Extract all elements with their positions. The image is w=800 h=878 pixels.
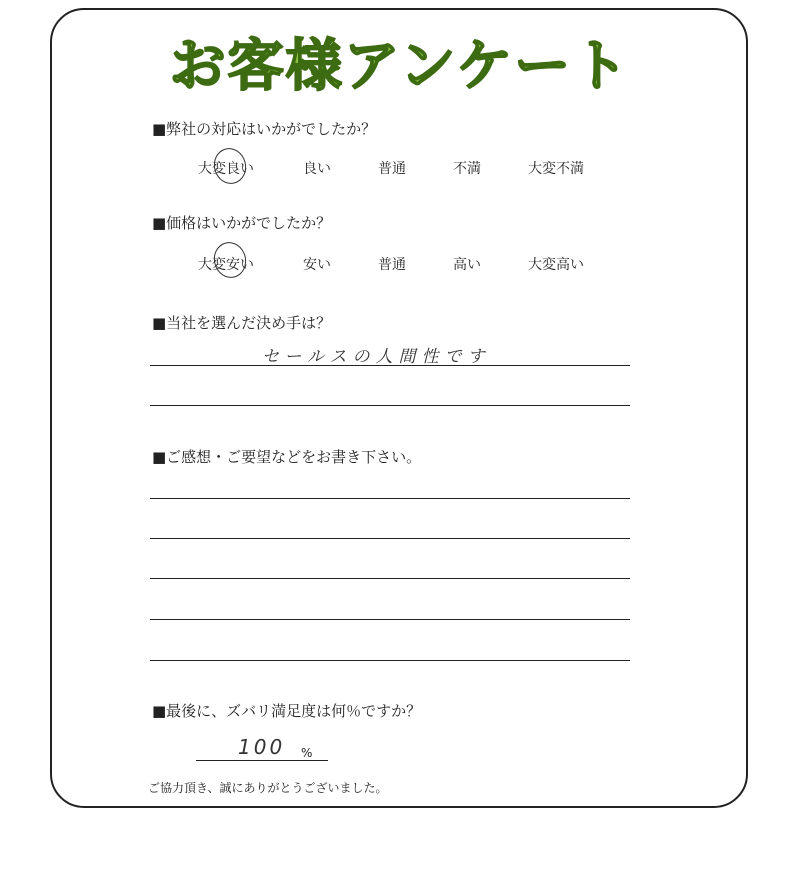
option-service-very-dissatisfied[interactable]: 大変不満 (528, 161, 584, 177)
option-service-dissatisfied[interactable]: 不満 (453, 161, 481, 177)
answer-line-1 (150, 365, 630, 366)
option-price-expensive[interactable]: 高い (453, 257, 481, 273)
answer-line-2 (150, 405, 630, 406)
question-comments: ■ご感想・ご要望などをお書き下さい。 (152, 448, 422, 466)
option-service-very-good[interactable]: 大変良い (198, 161, 254, 177)
comment-line-3[interactable] (150, 578, 630, 579)
thanks-message: ご協力頂き、誠にありがとうございました。 (148, 781, 388, 795)
question-service: ■弊社の対応はいかがでしたか？ (152, 120, 377, 138)
comment-line-2[interactable] (150, 538, 630, 539)
option-price-very-expensive[interactable]: 大変高い (528, 257, 584, 273)
page-title: お客様アンケート (169, 34, 631, 99)
comment-line-5[interactable] (150, 660, 630, 661)
question-deciding-factor: ■当社を選んだ決め手は？ (152, 314, 332, 332)
comment-line-4[interactable] (150, 619, 630, 620)
answer-deciding-factor[interactable]: セールスの人間性です (262, 347, 491, 367)
comment-line-1[interactable] (150, 498, 630, 499)
option-price-cheap[interactable]: 安い (303, 257, 331, 273)
question-satisfaction: ■最後に、ズバリ満足度は何％ですか？ (152, 702, 422, 720)
answer-satisfaction[interactable]: 100 (238, 735, 286, 759)
option-service-normal[interactable]: 普通 (378, 161, 406, 177)
option-price-normal[interactable]: 普通 (378, 257, 406, 273)
question-price: ■価格はいかがでしたか？ (152, 214, 332, 232)
option-service-good[interactable]: 良い (303, 161, 331, 177)
option-price-very-cheap[interactable]: 大変安い (198, 257, 254, 273)
satisfaction-line (196, 760, 328, 761)
percent-unit: % (301, 746, 313, 760)
